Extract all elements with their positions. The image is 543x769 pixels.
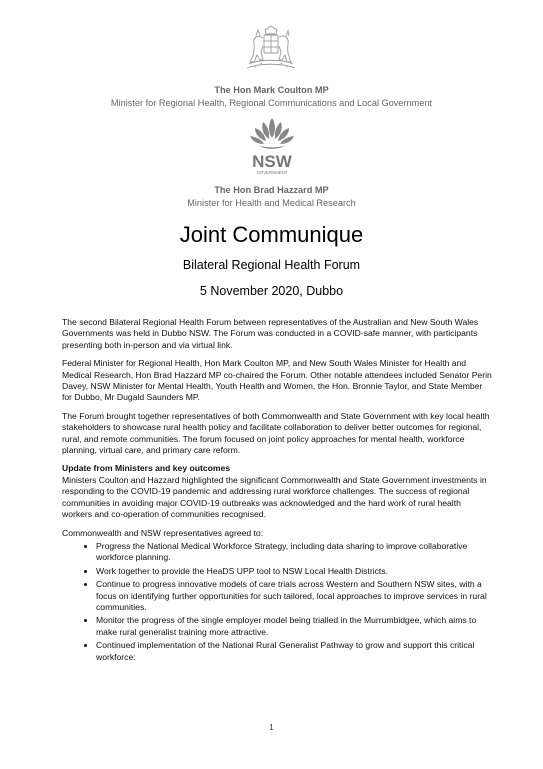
federal-minister-role: Minister for Regional Health, Regional Communications and Local Government bbox=[110, 98, 433, 108]
nsw-government-logo bbox=[243, 116, 301, 178]
list-item: • Monitor the progress of the single employer model being trialled in the Murrumbidgee, which aims to make rural generalist training more attractive. bbox=[96, 615, 492, 638]
commonwealth-coat-of-arms-icon bbox=[241, 24, 301, 72]
paragraph-intro: The second Bilateral Regional Health Forum between representatives of the Australian and New South Wales Governments was held in Dubbo NSW. The Forum was conducted in a COVID-safe manner, with participants presenting both in-person and via virtual link. bbox=[62, 317, 479, 350]
nsw-logo-text: NSW bbox=[252, 152, 292, 171]
paragraph-forum-purpose: The Forum brought together representatives of both Commonwealth and State Government with key local health stakeholders to showcase rural health policy and facilitate collaboration to deliver better outcomes for regional, rural, and remote communities. The forum focused on joint policy approaches for mental health, workforce planning, virtual care, and primary care reform. bbox=[62, 410, 490, 456]
paragraph-update: Ministers Coulton and Hazzard highlighted the significant Commonwealth and State Government investments in responding to the COVID-19 pandemic and addressing rural workforce challenges. The success of regional communities in avoiding major COVID-19 outbreaks was acknowledged and the hard work of rural health workers and co-operation of communities recognised. bbox=[62, 474, 487, 520]
date-line: 5 November 2020, Dubbo bbox=[199, 284, 344, 298]
list-item: • Work together to provide the HeaDS UPP tool to NSW Local Health Districts. bbox=[96, 566, 492, 577]
agreed-intro: Commonwealth and NSW representatives agreed to: bbox=[62, 527, 264, 538]
paragraph-attendees: Federal Minister for Regional Health, Hon Mark Coulton MP, and New South Wales Minister for Health and Medical Research, Hon Brad Hazzard MP co-chaired the Forum. Other notable attendees included Senator Perin Davey, NSW Minister for Mental Health, Youth Health and Women, the Hon. Bronnie Taylor, and State Member for Dubbo, Mr Dugald Saunders MP. bbox=[62, 358, 492, 403]
page-subtitle: Bilateral Regional Health Forum bbox=[182, 258, 361, 272]
nsw-minister-name: The Hon Brad Hazzard MP bbox=[214, 185, 329, 195]
document-body bbox=[62, 317, 492, 665]
list-item: • Progress the National Medical Workforce Strategy, including data sharing to improve collaborative workforce planning. bbox=[96, 541, 492, 564]
agreed-list bbox=[62, 541, 492, 663]
section-heading-update: Update from Ministers and key outcomes bbox=[62, 463, 231, 474]
list-item: • Continued implementation of the National Rural Generalist Pathway to grow and support this critical workforce: bbox=[96, 640, 492, 663]
page-title: Joint Communique bbox=[179, 222, 364, 247]
nsw-minister-role: Minister for Health and Medical Research bbox=[187, 198, 356, 208]
federal-minister-name: The Hon Mark Coulton MP bbox=[214, 85, 329, 95]
nsw-logo-subtext: GOVERNMENT bbox=[256, 170, 288, 175]
list-item: • Continue to progress innovative models of care trials across Western and Southern NSW sites, with a focus on identifying further opportunities for such tailored, local approaches to improve services in rural communities. bbox=[96, 579, 492, 613]
page-number: 1 bbox=[269, 723, 274, 732]
